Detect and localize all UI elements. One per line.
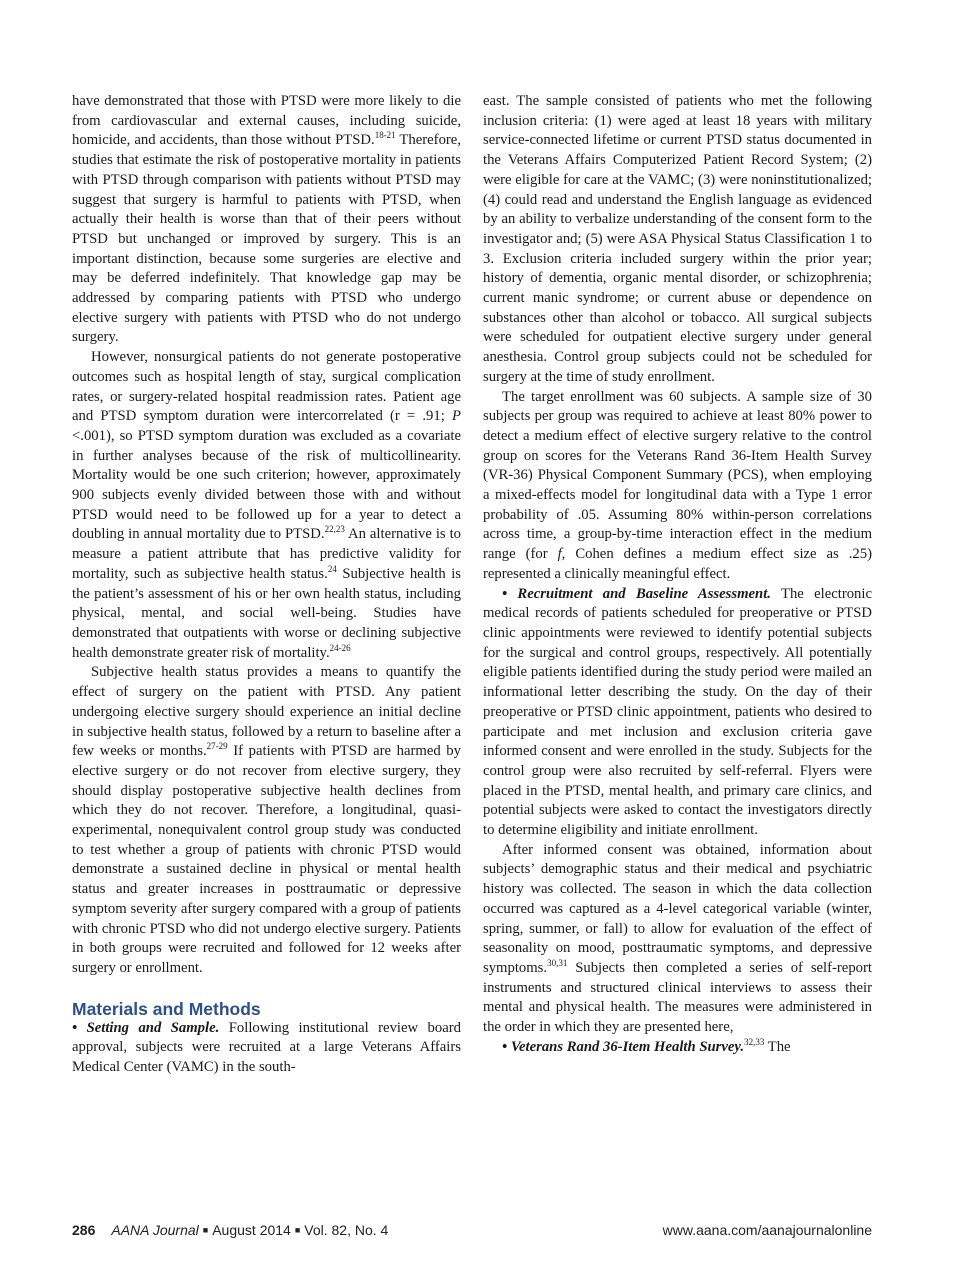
paragraph: east. The sample consisted of patients who met the following inclusion criteria: (1) were aged at least 18 years with military service-connected lifetime or current PTSD status documented in the Veterans Affairs Computerized Patient Record System; (2) were eligible for care at the VAMC; (3) were noninstitutionalized; (4) could read and understand the English language as evidenced by an ability to verbalize understanding of the consent form to the investigator and; (5) were ASA Physical Status Classification 1 to 3. Exclusion criteria included surgery within the prior year; history of dementia, organic mental disorder, or schizophrenia; current manic syndrome; or current abuse or dependence on substances other than alcohol or tobacco. All surgical subjects were scheduled for outpatient elective surgery under general anesthesia. Control group subjects could not be scheduled for surgery at the time of study enrollment.	[483, 93, 872, 385]
separator-glyph: ■	[294, 1225, 301, 1235]
page-number: 286	[72, 1222, 96, 1238]
citation: 32,33	[744, 1036, 765, 1047]
journal-url: www.aana.com/aanajournalonline	[662, 1222, 872, 1238]
journal-name: AANA Journal	[111, 1222, 199, 1238]
page-footer	[72, 1222, 872, 1242]
paragraph: • Setting and Sample. Following institutional review board approval, subjects were recruited at a large Veterans Affairs Medical Center (VAMC) in the south-	[72, 1019, 461, 1076]
paragraph: After informed consent was obtained, information about subjects’ demographic status and their medical and psychiatric history was collected. The season in which the data collection occurred was captured as a 4-level categorical variable (winter, spring, summer, or fall) to allow for evaluation of the effect of seasonality on mood, posttraumatic symptoms, and depressive symptoms.$^{30,31}$ Subjects then completed a series of self-report instruments and structured clinical interviews to assess their mental and physical health. The measures were administered in the order in which they are presented here,	[483, 841, 872, 1036]
subsection-lead: • Veterans Rand 36-Item Health Survey.	[502, 1038, 745, 1055]
separator-glyph: ■	[202, 1225, 209, 1235]
citation: 27-29	[206, 741, 228, 752]
paragraph: • Recruitment and Baseline Assessment. The electronic medical records of patients scheduled for preoperative or PTSD clinic appointments were reviewed to identify potential subjects for the surgical and control groups, respectively. All potentially eligible patients identified during the study period were mailed an informational letter describing the study. On the day of their preoperative or PTSD clinic appointment, patients who desired to participate and met inclusion and exclusion criteria gave informed consent and were enrolled in the study. Subjects for the control group were also recruited by self-referral. Flyers were placed in the PTSD, mental health, and primary care clinics, and potential subjects were asked to contact the investigators directly to determine eligibility and initiate enrollment.	[483, 585, 872, 839]
subsection-lead: • Setting and Sample.	[72, 1019, 220, 1036]
paragraph: • Veterans Rand 36-Item Health Survey.$^{32,33}$ The	[502, 1036, 791, 1055]
citation: 30,31	[547, 958, 568, 969]
right-column	[483, 92, 872, 1057]
citation: 22,23	[324, 524, 345, 535]
citation: 18-21	[374, 130, 396, 141]
issue-date: August 2014	[212, 1222, 291, 1238]
left-column	[72, 92, 461, 1078]
paragraph: However, nonsurgical patients do not generate postoperative outcomes such as hospital length of stay, surgical complication rates, or surgery-related hospital readmission rates. Patient age and PTSD symptom duration were intercorrelated (r = .91; P <.001), so PTSD symptom duration was excluded as a covariate in further analyses because of the risk of multicollinearity. Mortality would be one such criterion; however, approximately 900 subjects evenly divided between those with and without PTSD would need to be followed up for a year to detect a doubling in annual mortality due to PTSD.$^{22,23}$ An alternative is to measure a patient attribute that has predictive validity for mortality, such as subjective health status.$^{24}$ Subjective health is the patient’s assessment of his or her own health status, including physical, mental, and social well-being. Studies have demonstrated that outpatients with worse or declining subjective health demonstrate greater risk of mortality.$^{24-26}$	[72, 349, 462, 661]
paragraph: The target enrollment was 60 subjects. A sample size of 30 subjects per group was required to achieve at least 80% power to detect a medium effect of elective surgery relative to the control group on scores for the Veterans Rand 36-Item Health Survey (VR-36) Physical Component Summary (PCS), when employing a mixed-effects model for longitudinal data with a Type 1 error probability of .05. Assuming 80% within-person correlations across time, a group-by-time interaction effect in the medium range (for f, Cohen defines a medium effect size as .25) represented a clinically meaningful effect.	[483, 388, 872, 582]
subsection-lead: • Recruitment and Baseline Assessment.	[502, 585, 771, 602]
citation: 24-26	[329, 642, 351, 653]
paragraph: Subjective health status provides a means to quantify the effect of surgery on the patient with PTSD. Any patient undergoing elective surgery should experience an initial decline in subjective health status, followed by a return to baseline after a few weeks or months.$^{27-29}$ If patients with PTSD are harmed by elective surgery or do not recover from elective surgery, they should display postoperative subjective health declines from which they do not recover. Therefore, a longitudinal, quasi-experimental, nonequivalent control group study was conducted to test whether a group of patients with chronic PTSD would demonstrate a sustained decline in physical or mental health status and greater increases in posttraumatic or depressive symptom severity after surgery compared with a group of patients with chronic PTSD who did not undergo elective surgery. Patients in both groups were recruited and followed for 12 weeks after surgery or enrollment.	[72, 664, 461, 976]
footer-citation	[72, 1222, 388, 1238]
citation: 24	[327, 563, 337, 574]
paragraph: have demonstrated that those with PTSD were more likely to die from cardiovascular and external causes, including suicide, homicide, and accidents, than those without PTSD.$^{18-21}$ Therefore, studies that estimate the risk of postoperative mortality in patients with PTSD through comparison with patients without PTSD may suggest that surgery is harmful to patients with PTSD, when actually their health is worse than that of their peers without PTSD but unchanged or improved by surgery. This is an important distinction, because some surgeries are elective and may be deferred indefinitely. That knowledge gap may be addressed by comparing patients with PTSD who undergo elective surgery with patients with PTSD who do not undergo surgery.	[72, 93, 461, 346]
section-heading: Materials and Methods	[72, 998, 261, 1019]
volume: Vol. 82, No. 4	[304, 1222, 389, 1238]
